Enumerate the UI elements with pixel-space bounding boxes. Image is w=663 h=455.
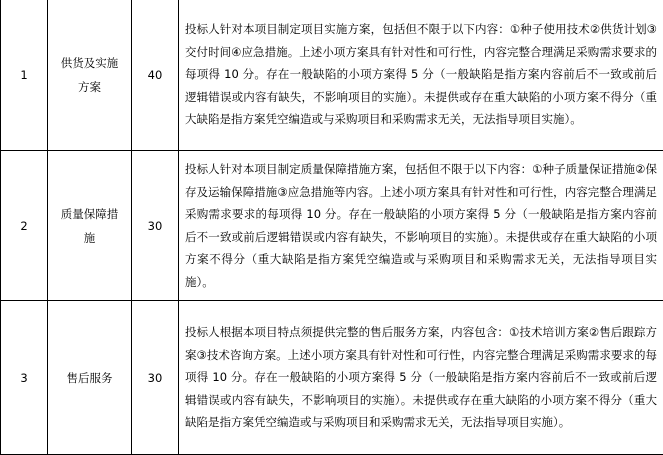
row-number: 3 [1,301,48,455]
row-number: 2 [1,151,48,301]
table-row [1,151,663,301]
score-value: 40 [132,0,179,151]
item-name: 质量保障措施 [60,206,119,245]
scoring-criteria: 投标人针对本项目制定项目实施方案，包括但不限于以下内容：①种子使用技术②供货计划③交付时间④应急措施。上述小项方案具有针对性和可行性，内容完整合理满足采购需求要求的每项得 10 分。存在一般缺陷的小项方案得 5 分（一般缺陷是指方案内容前后不一致或前后逻辑错误或内容有缺失，不影响项目的实施）。未提供或存在重大缺陷的小项方案不得分（重大缺陷是指方案凭空编造或与采购项目和采购需求无关，无法指导项目实施）。 [179,0,663,151]
score-value: 30 [132,301,179,455]
scoring-criteria: 投标人根据本项目特点须提供完整的售后服务方案，内容包含：①技术培训方案②售后跟踪方案③技术咨询方案。上述小项方案具有针对性和可行性，内容完整合理满足采购需求要求的每项得 10 分。存在一般缺陷的小项方案得 5 分（一般缺陷是指方案内容前后不一致或前后逻辑错误或内容有缺失，不影响项目的实施）。未提供或存在重大缺陷的小项方案不得分（重大缺陷是指方案凭空编造或与采购项目和采购需求无关，无法指导项目实施）。 [179,301,663,455]
score-value: 30 [132,151,179,301]
item-name: 供货及实施方案 [60,55,119,94]
row-number: 1 [1,0,48,151]
table-row [1,0,663,151]
table-row [1,301,663,455]
scoring-criteria: 投标人针对本项目制定质量保障措施方案，包括但不限于以下内容：①种子质量保证措施②保存及运输保障措施③应急措施等内容。上述小项方案具有针对性和可行性，内容完整合理满足采购需求要求的每项得 10 分。存在一般缺陷的小项方案得 5 分（一般缺陷是指方案内容前后不一致或前后逻辑错误或内容有缺失，不影响项目的实施）。未提供或存在重大缺陷的小项方案不得分（重大缺陷是指方案凭空编造或与采购项目和采购需求无关，无法指导项目实施）。 [179,151,663,301]
item-name: 售后服务 [66,370,113,385]
